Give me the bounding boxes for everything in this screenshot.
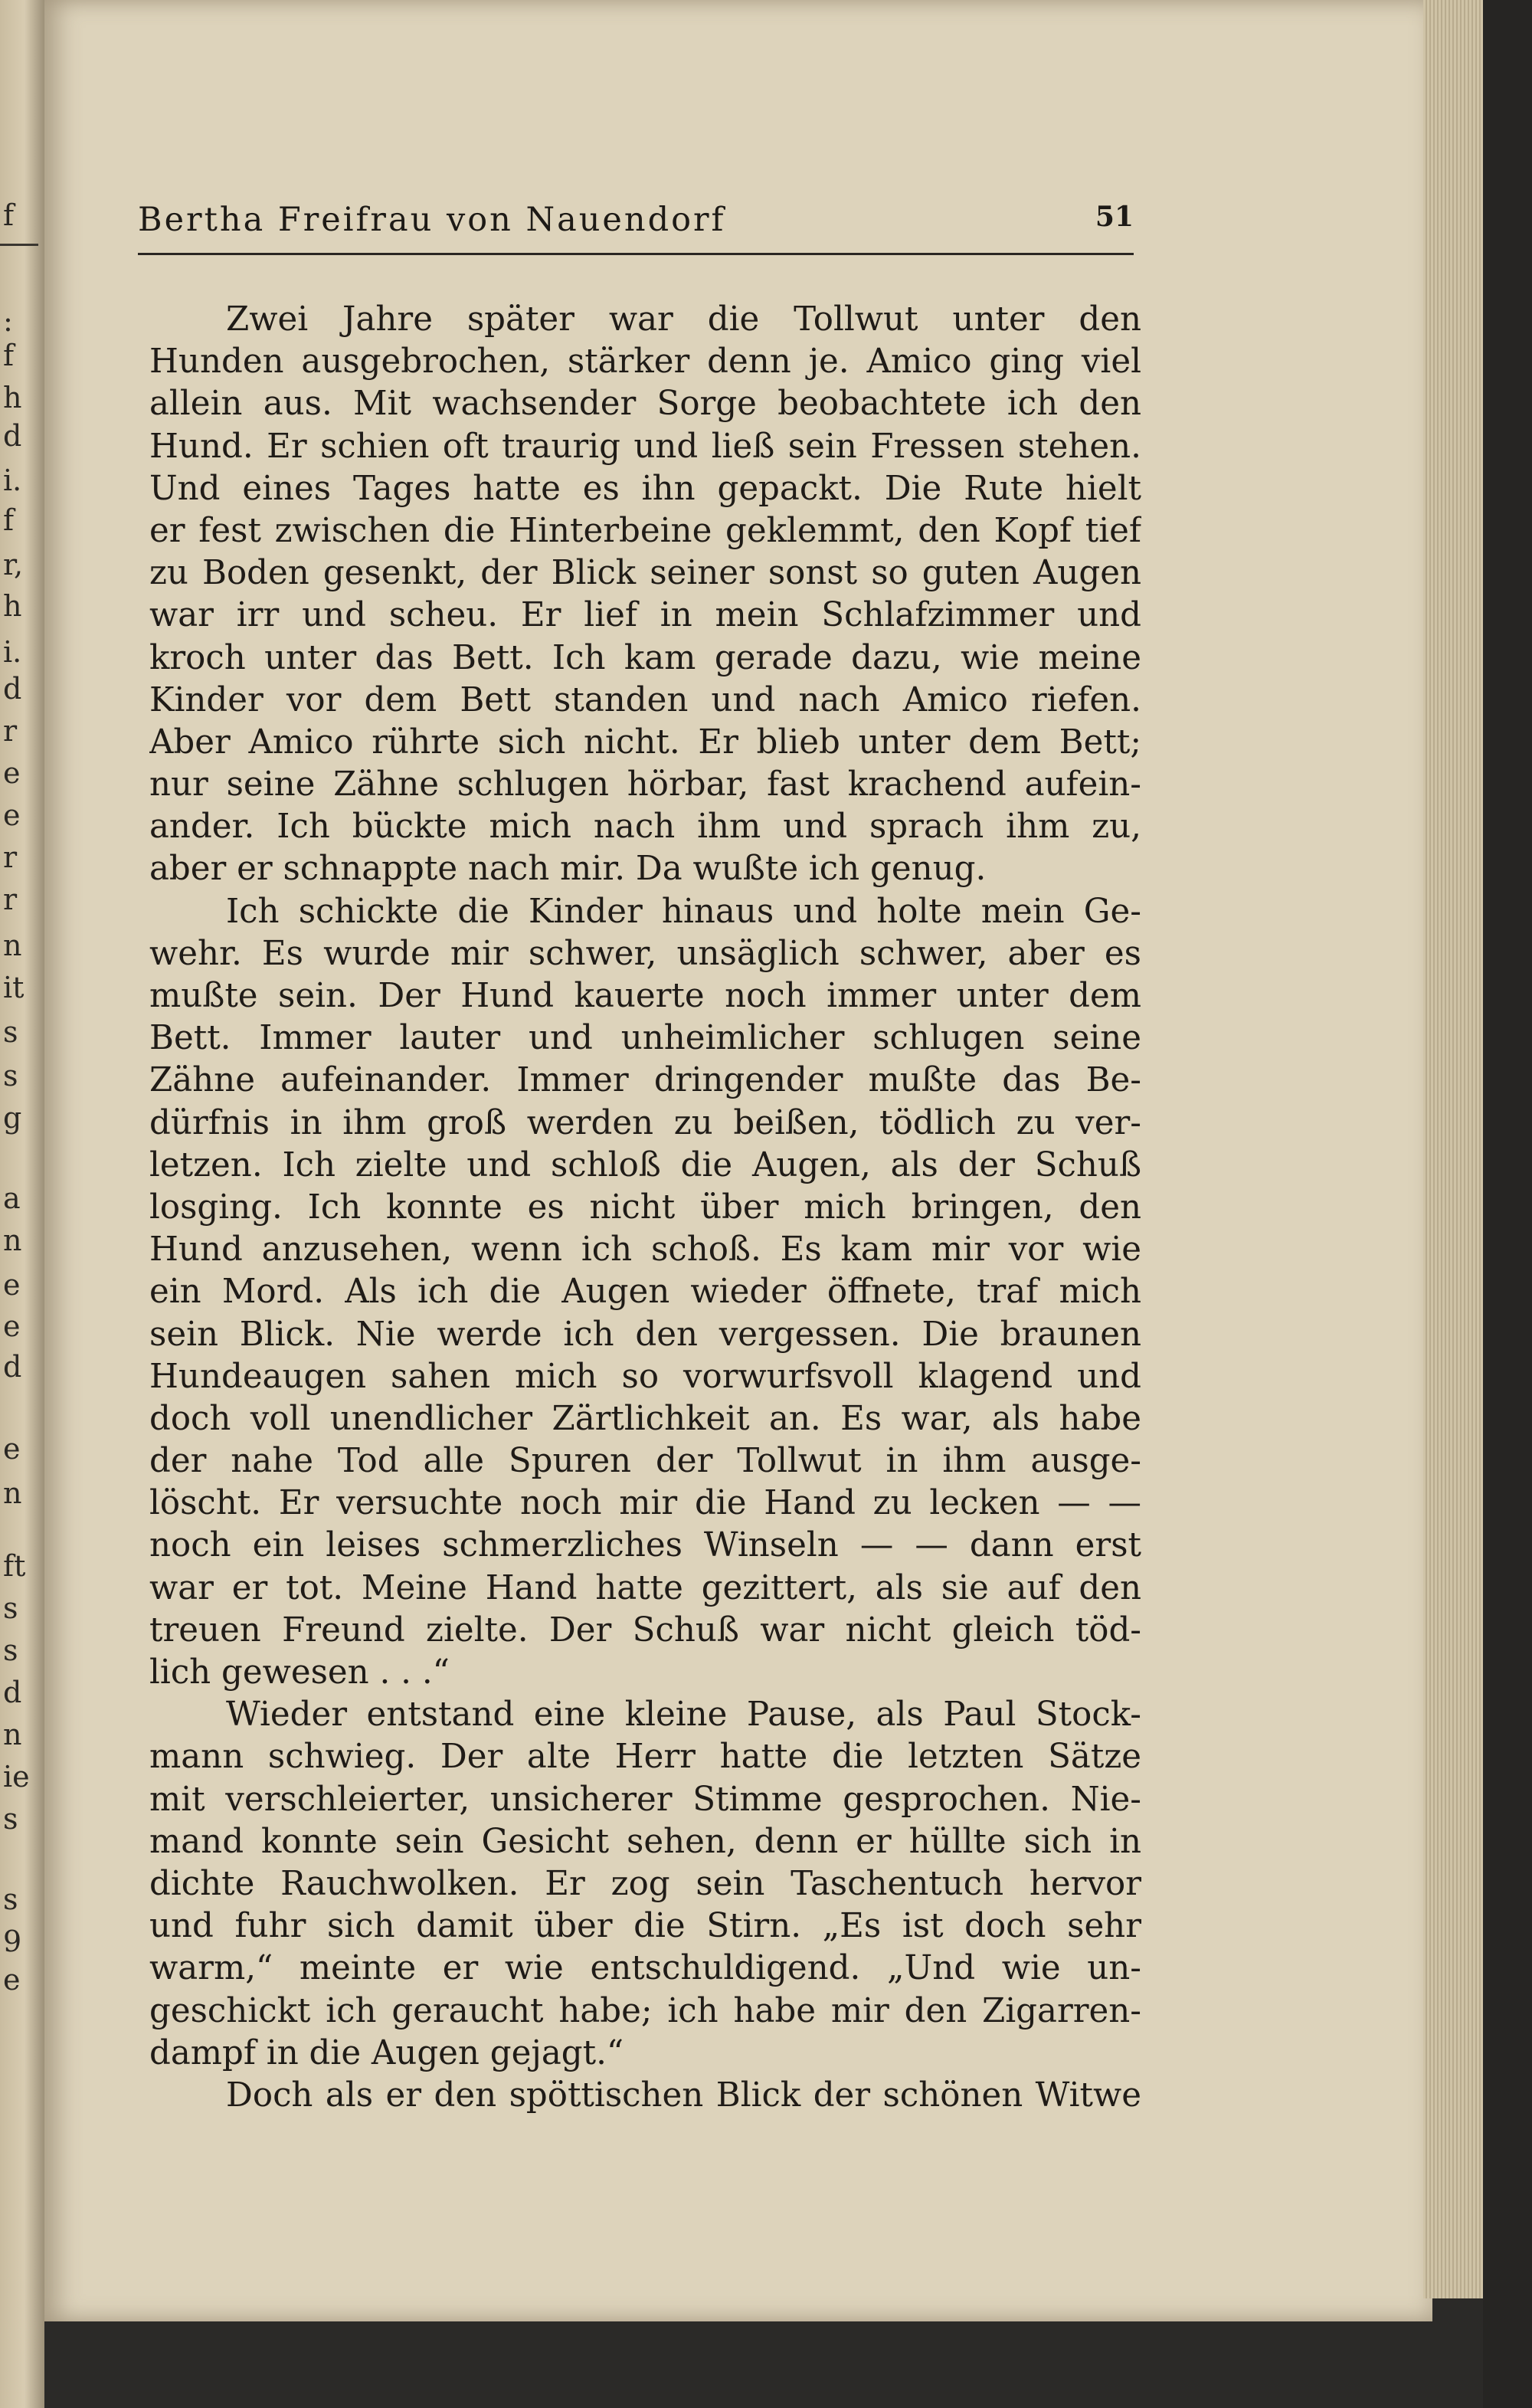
previous-page-letter: : <box>3 304 13 338</box>
previous-page-letter: i. <box>3 635 22 669</box>
previous-page-letter: f <box>3 503 15 537</box>
previous-page-letter: e <box>3 1963 21 1997</box>
text-line: doch voll unendlicher Zärtlichkeit an. Es war, als habe <box>149 1399 1141 1438</box>
previous-page-letter: s <box>3 1633 18 1667</box>
previous-page-edge <box>0 0 44 2408</box>
text-line: Hund. Er schien oft traurig und ließ sein Fressen stehen. <box>149 427 1141 466</box>
previous-page-letter: ft <box>3 1549 26 1583</box>
previous-page-letter: e <box>3 1268 21 1302</box>
background-dark-right <box>1483 0 1532 2408</box>
text-line: lich gewesen . . .“ <box>149 1653 450 1692</box>
previous-page-letter: d <box>3 1350 22 1384</box>
previous-page-letter: d <box>3 419 22 453</box>
previous-page-letter: f <box>3 198 15 232</box>
previous-page-letter: s <box>3 1059 18 1093</box>
text-line: mußte sein. Der Hund kauerte noch immer unter dem <box>149 977 1141 1015</box>
text-line: dichte Rauchwolken. Er zog sein Taschentuch hervor <box>149 1864 1141 1903</box>
previous-page-letter: r, <box>3 548 24 582</box>
text-line: allein aus. Mit wachsender Sorge beobachtete ich den <box>149 385 1141 424</box>
text-line: Aber Amico rührte sich nicht. Er blieb unter dem Bett; <box>149 722 1141 762</box>
previous-page-letter: s <box>3 1882 18 1916</box>
text-line: noch ein leises schmerzliches Winseln — — dann erst <box>149 1526 1141 1565</box>
text-line: Und eines Tages hatte es ihn gepackt. Die Rute hielt <box>149 469 1141 508</box>
text-line: losging. Ich konnte es nicht über mich bringen, den <box>149 1188 1141 1227</box>
previous-page-letter: n <box>3 1224 22 1257</box>
text-line: er fest zwischen die Hinterbeine geklemmt, den Kopf tief <box>149 511 1141 550</box>
body-text <box>149 299 1141 2117</box>
previous-page-letter: i. <box>3 464 22 497</box>
text-line: dampf in die Augen gejagt.“ <box>149 2033 624 2072</box>
previous-page-letter: r <box>3 714 18 748</box>
text-line: Wieder entstand eine kleine Pause, als Paul Stock- <box>226 1695 1141 1735</box>
text-line: sein Blick. Nie werde ich den vergessen. Die braunen <box>149 1315 1141 1354</box>
running-title: Bertha Freifrau von Nauendorf <box>138 201 726 239</box>
text-line: nur seine Zähne schlugen hörbar, fast krachend aufein- <box>149 765 1141 804</box>
text-line: zu Boden gesenkt, der Blick seiner sonst so guten Augen <box>149 554 1141 593</box>
text-line: wehr. Es wurde mir schwer, unsäglich schwer, aber es <box>149 934 1141 973</box>
text-line: Zähne aufeinander. Immer dringender mußte das Be- <box>149 1061 1141 1100</box>
previous-page-letter: e <box>3 1309 21 1343</box>
previous-page-letter: n <box>3 929 22 962</box>
previous-page-letter: e <box>3 1432 21 1466</box>
text-line: warm,“ meinte er wie entschuldigend. „Und wie un- <box>149 1949 1141 1988</box>
page-edges-stack <box>1423 0 1483 2298</box>
previous-page-letter: g <box>3 1101 22 1135</box>
previous-page-letter: h <box>3 381 22 414</box>
previous-page-letter: e <box>3 798 21 832</box>
previous-page-letter: s <box>3 1015 18 1049</box>
previous-page-letter: n <box>3 1718 22 1751</box>
previous-page-letter: d <box>3 672 22 706</box>
previous-page-letter: a <box>3 1181 21 1215</box>
text-line: Ich schickte die Kinder hinaus und holte mein Ge- <box>226 892 1141 931</box>
previous-page-letter: 9 <box>3 1925 22 1958</box>
running-header <box>138 201 1134 254</box>
text-line: ander. Ich bückte mich nach ihm und sprach ihm zu, <box>149 808 1141 847</box>
text-line: der nahe Tod alle Spuren der Tollwut in ihm ausge- <box>149 1442 1141 1481</box>
text-line: mit verschleierter, unsicherer Stimme gesprochen. Nie- <box>149 1780 1141 1819</box>
text-line: Doch als er den spöttischen Blick der schönen Witwe <box>226 2075 1141 2115</box>
text-line: mann schwieg. Der alte Herr hatte die letzten Sätze <box>149 1738 1141 1777</box>
previous-page-letter: r <box>3 840 18 874</box>
text-line: geschickt ich geraucht habe; ich habe mir den Zigarren- <box>149 1991 1141 2030</box>
previous-page-letter: h <box>3 589 22 623</box>
previous-page-letter: r <box>3 883 18 916</box>
previous-page-letter: d <box>3 1676 22 1709</box>
previous-page-letter: s <box>3 1802 18 1836</box>
text-line: Hund anzusehen, wenn ich schoß. Es kam mir vor wie <box>149 1230 1141 1270</box>
previous-page-letter: it <box>3 971 25 1004</box>
text-line: mand konnte sein Gesicht sehen, denn er hüllte sich in <box>149 1822 1141 1861</box>
text-line: löscht. Er versuchte noch mir die Hand zu lecken — — <box>149 1484 1141 1523</box>
previous-page-header-rule <box>0 244 38 246</box>
text-line: war irr und scheu. Er lief in mein Schlafzimmer und <box>149 596 1141 635</box>
previous-page-letter: f <box>3 339 15 372</box>
text-line: Hunden ausgebrochen, stärker denn je. Amico ging viel <box>149 342 1141 382</box>
text-line: aber er schnappte nach mir. Da wußte ich genug. <box>149 850 987 889</box>
previous-page-letter: n <box>3 1476 22 1510</box>
previous-page-letter: s <box>3 1591 18 1625</box>
text-line: ein Mord. Als ich die Augen wieder öffnete, traf mich <box>149 1273 1141 1312</box>
text-line: Zwei Jahre später war die Tollwut unter den <box>226 300 1141 339</box>
text-line: und fuhr sich damit über die Stirn. „Es ist doch sehr <box>149 1907 1141 1946</box>
page-number: 51 <box>1095 201 1134 233</box>
text-line: Kinder vor dem Bett standen und nach Amico riefen. <box>149 680 1141 719</box>
text-line: Hundeaugen sahen mich so vorwurfsvoll klagend und <box>149 1357 1141 1396</box>
text-line: treuen Freund zielte. Der Schuß war nicht gleich töd- <box>149 1610 1141 1650</box>
text-line: letzen. Ich zielte und schloß die Augen, als der Schuß <box>149 1145 1141 1184</box>
text-line: Bett. Immer lauter und unheimlicher schlugen seine <box>149 1019 1141 1058</box>
text-line: war er tot. Meine Hand hatte gezittert, als sie auf den <box>149 1568 1141 1607</box>
text-line: kroch unter das Bett. Ich kam gerade dazu, wie meine <box>149 638 1141 677</box>
previous-page-letter: ie <box>3 1760 30 1794</box>
header-rule <box>138 253 1134 255</box>
previous-page-letter: e <box>3 756 21 790</box>
text-line: dürfnis in ihm groß werden zu beißen, tödlich zu ver- <box>149 1103 1141 1142</box>
